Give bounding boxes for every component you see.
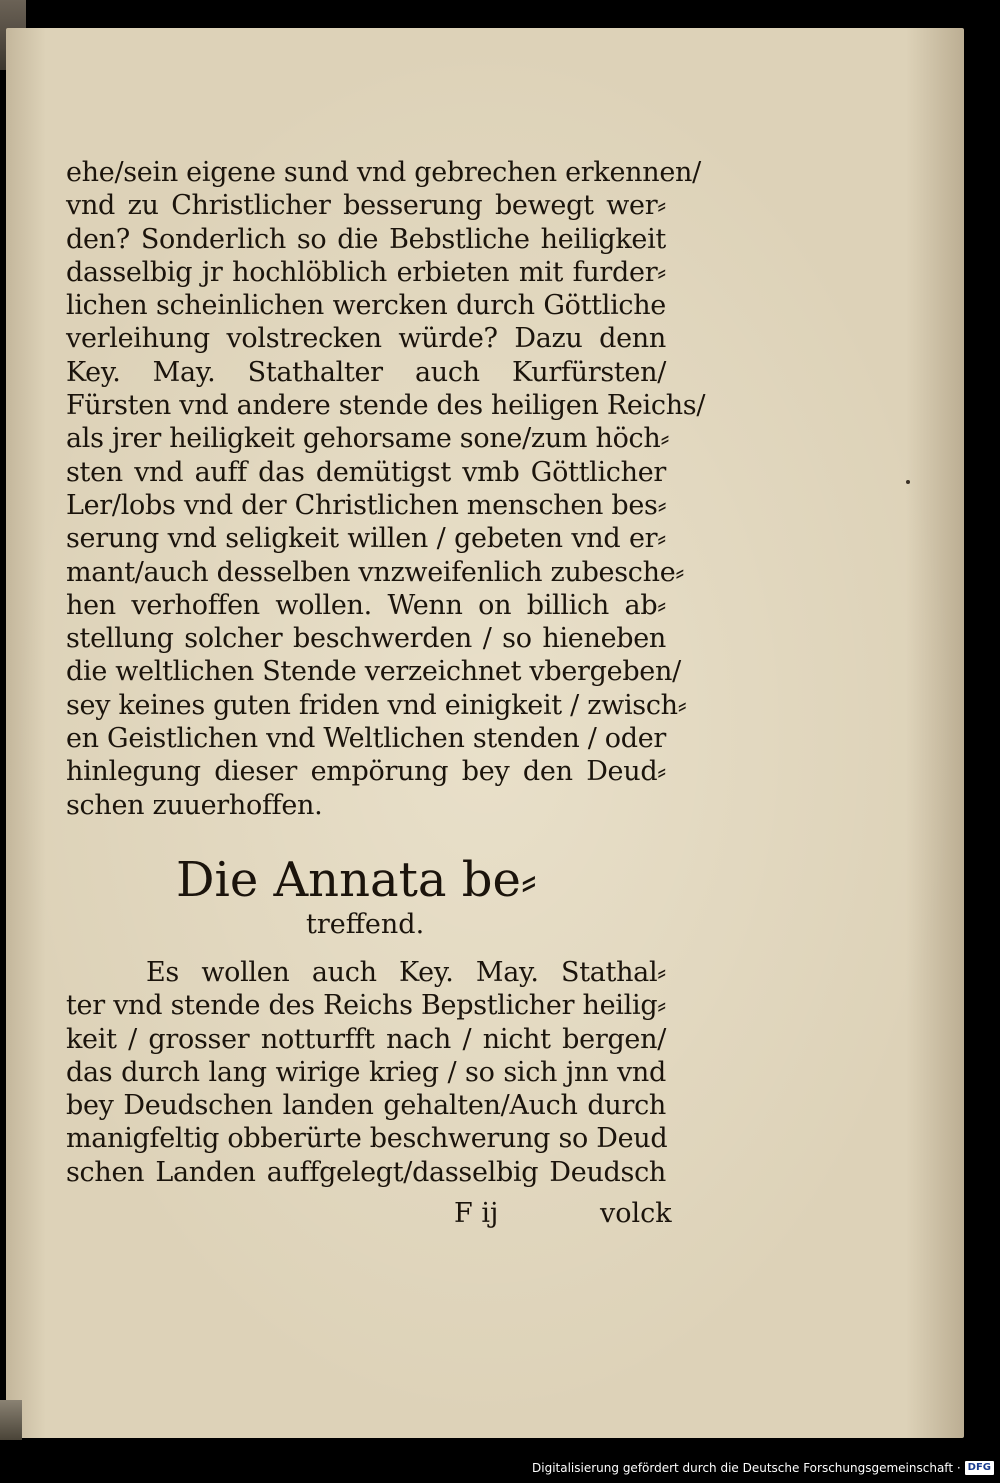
- body-text-line: Fürsten vnd andere stende des heiligen Reichs/: [66, 390, 706, 422]
- body-text-line: die weltlichen Stende verzeichnet vbergeben/: [66, 656, 681, 688]
- body-text-line: mant/auch desselben vnzweifenlich zubesche⸗: [66, 556, 685, 588]
- body-text-line: schen zuuerhoffen.: [66, 789, 323, 821]
- section-text-line: das durch lang wirige krieg / so sich jnn vnd: [66, 1056, 666, 1088]
- body-text-line: stellung solcher beschwerden / so hieneben: [66, 623, 666, 655]
- section-text-line: manigfeltig obberürte beschwerung so Deud: [66, 1123, 668, 1155]
- footer-credit: [532, 1457, 994, 1479]
- body-text-line: lichen scheinlichen wercken durch Göttliche: [66, 290, 666, 322]
- footer-credit-text: Digitalisierung gefördert durch die Deutsche Forschungsgemeinschaft ·: [532, 1461, 961, 1475]
- section-text-line: keit / grosser notturfft nach / nicht bergen/: [66, 1023, 666, 1055]
- body-text: [66, 156, 706, 822]
- body-text-line: Ler/lobs vnd der Christlichen menschen bes⸗: [66, 489, 667, 521]
- binding-edge-bottom: [0, 1400, 22, 1440]
- body-text-line: sey keines guten friden vnd einigkeit / zwisch⸗: [66, 689, 687, 721]
- body-text-line: als jrer heiligkeit gehorsame sone/zum höch⸗: [66, 423, 670, 455]
- section-heading: Die Annata be⸗: [176, 852, 537, 908]
- dfg-logo: DFG: [965, 1461, 994, 1475]
- body-text-line: hen verhoffen wollen. Wenn on billich ab⸗: [66, 589, 666, 621]
- body-text-line: ehe/sein eigene sund vnd gebrechen erkennen/: [66, 157, 701, 188]
- body-text-line: verleihung volstrecken würde? Dazu denn: [66, 323, 666, 355]
- body-text-line: hinlegung dieser empörung bey den Deud⸗: [66, 756, 666, 788]
- section-text-line: bey Deudschen landen gehalten/Auch durch: [66, 1090, 666, 1122]
- section-text-line: ter vnd stende des Reichs Bepstlicher heilig⸗: [66, 990, 666, 1022]
- section-text-line: Es wollen auch Key. May. Stathal⸗: [146, 957, 666, 988]
- section-subheading: treffend.: [306, 909, 425, 940]
- section-text-line: schen Landen auffgelegt/dasselbig Deudsch: [66, 1156, 666, 1188]
- body-text-line: Key. May. Stathalter auch Kurfürsten/: [66, 356, 666, 388]
- body-text-line: vnd zu Christlicher besserung bewegt wer⸗: [66, 190, 666, 222]
- body-text-line: en Geistlichen vnd Weltlichen stenden / oder: [66, 723, 667, 755]
- body-text-line: serung vnd seligkeit willen / gebeten vnd er⸗: [66, 523, 666, 555]
- signature-mark: F ij: [454, 1198, 499, 1229]
- catchword: volck: [600, 1198, 672, 1229]
- book-page: [6, 28, 964, 1438]
- body-text-line: sten vnd auff das demütigst vmb Göttlicher: [66, 456, 666, 488]
- body-text-line: dasselbig jr hochlöblich erbieten mit furder⸗: [66, 256, 666, 288]
- body-text-line: den? Sonderlich so die Bebstliche heiligkeit: [66, 223, 666, 255]
- section-text: [66, 956, 666, 1189]
- ink-speck: [906, 480, 910, 484]
